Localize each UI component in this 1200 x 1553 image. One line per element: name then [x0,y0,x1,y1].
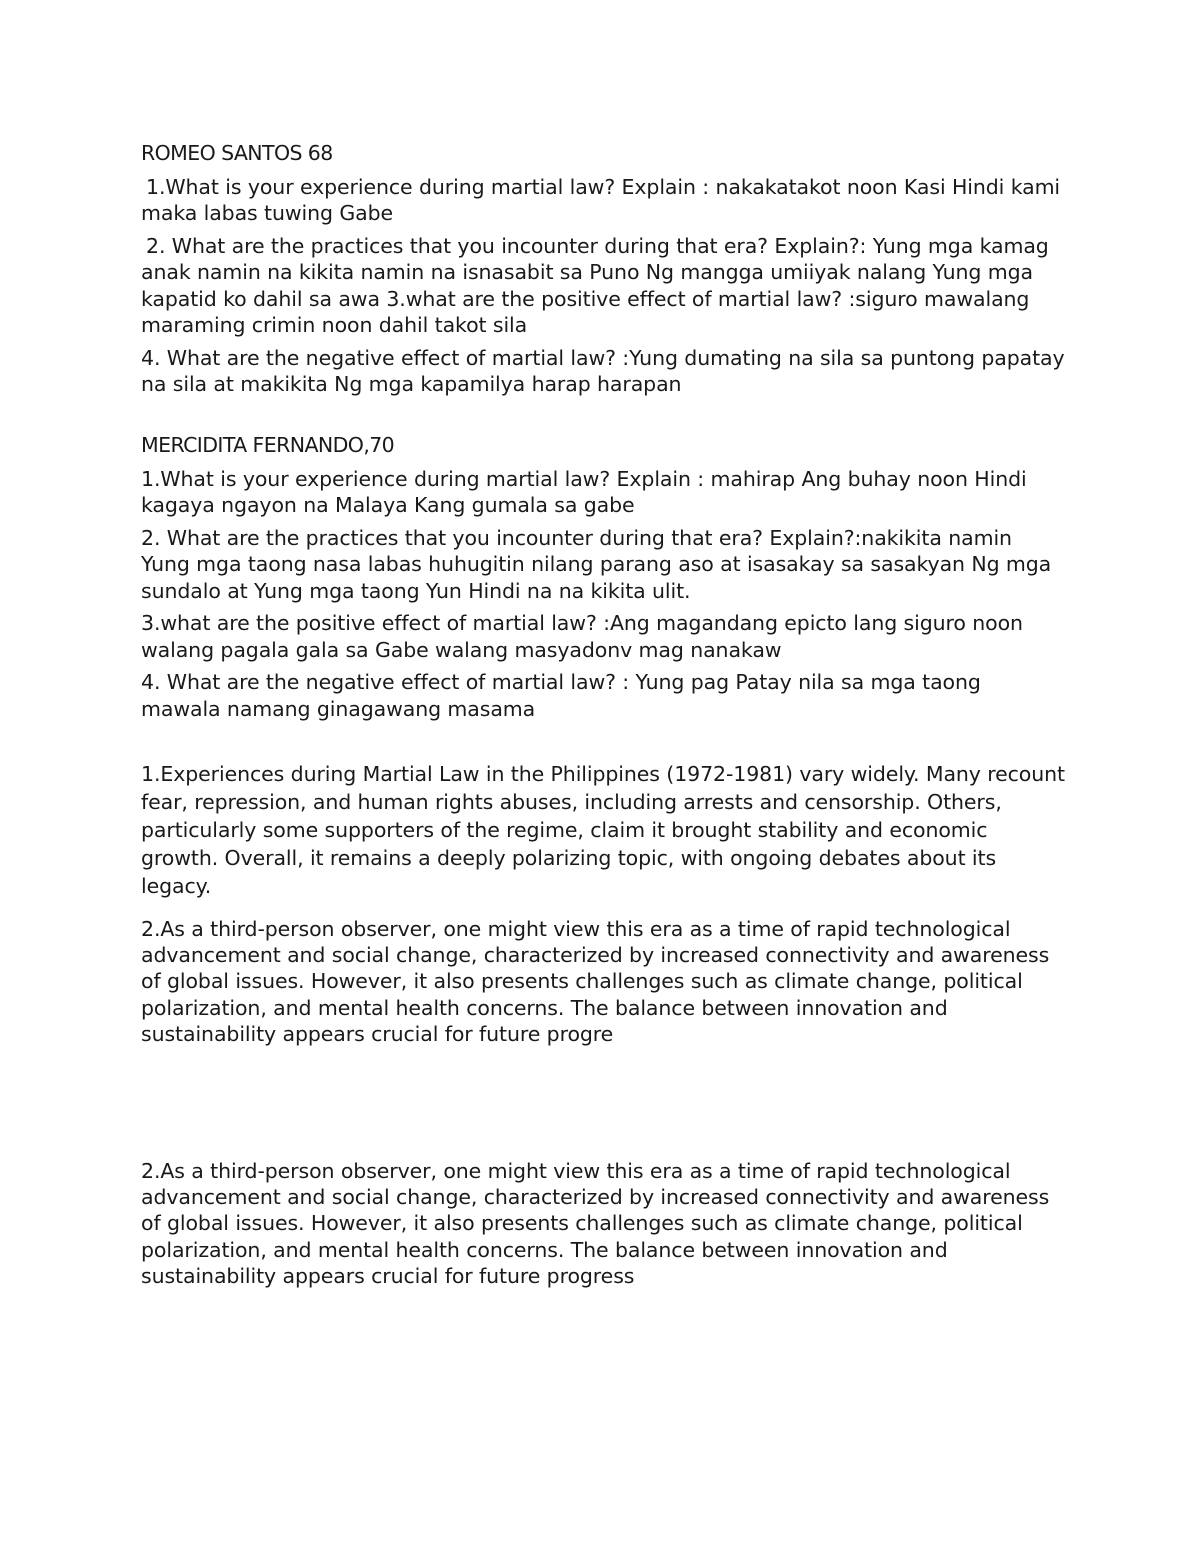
answer-3: 3.what are the positive effect of martial law? :Ang magandang epicto lang siguro noon walang pagala gala sa Gabe walang masyadonv mag nanakaw [141,611,1023,662]
interviewee-name: MERCIDITA FERNANDO,70 [141,433,395,457]
answer-4: 4. What are the negative effect of martial law? : Yung pag Patay nila sa mga taong mawala namang ginagawang masama [141,670,981,721]
summary-observer-full [141,1158,1066,1289]
answer-2: 2. What are the practices that you incounter during that era? Explain?:nakikita namin Yung mga taong nasa labas huhugitin nilang parang aso at isasakay sa sasakyan Ng mga sundalo at Yung mga taong Yun Hindi na na kikita ulit. [141,525,1052,603]
summary-observer-truncated [141,916,1066,1047]
answer-2-3: 2. What are the practices that you incounter during that era? Explain?: Yung mga kamag anak namin na kikita namin na isnasabit sa Puno Ng mangga umiiyak nalang Yung mga kapatid ko dahil sa awa 3.what are the positive effect of martial law? :siguro mawalang maraming crimin noon dahil takot sila [141,233,1049,337]
summary-experiences [141,760,1066,900]
summary-paragraph-3: 2.As a third-person observer, one might view this era as a time of rapid technological advancement and social change, characterized by increased connectivity and awareness of global issues. However, it also presents challenges such as climate change, political polarization, and mental health concerns. The balance between innovation and sustainability appears crucial for future progress [141,1159,1050,1288]
answer-4: 4. What are the negative effect of martial law? :Yung dumating na sila sa puntong papatay na sila at makikita Ng mga kapamilya harap harapan [141,345,1065,396]
summary-paragraph-2: 2.As a third-person observer, one might view this era as a time of rapid technological advancement and social change, characterized by increased connectivity and awareness of global issues. However, it also presents challenges such as climate change, political polarization, and mental health concerns. The balance between innovation and sustainability appears crucial for future progre [141,917,1050,1046]
interview-mercidita-fernando [141,432,1066,728]
answer-1: 1.What is your experience during martial law? Explain : mahirap Ang buhay noon Hindi kagaya ngayon na Malaya Kang gumala sa gabe [141,466,1027,517]
summary-paragraph-1: 1.Experiences during Martial Law in the Philippines (1972-1981) vary widely. Many recount fear, repression, and human rights abuses, including arrests and censorship. Others, particularly some supporters of the regime, claim it brought stability and economic growth. Overall, it remains a deeply polarizing topic, with ongoing debates about its legacy. [141,762,1065,898]
interview-romeo-santos [141,140,1066,404]
interviewee-name: ROMEO SANTOS 68 [141,141,333,165]
answer-1: 1.What is your experience during martial law? Explain : nakakatakot noon Kasi Hindi kami maka labas tuwing Gabe [141,174,1061,225]
